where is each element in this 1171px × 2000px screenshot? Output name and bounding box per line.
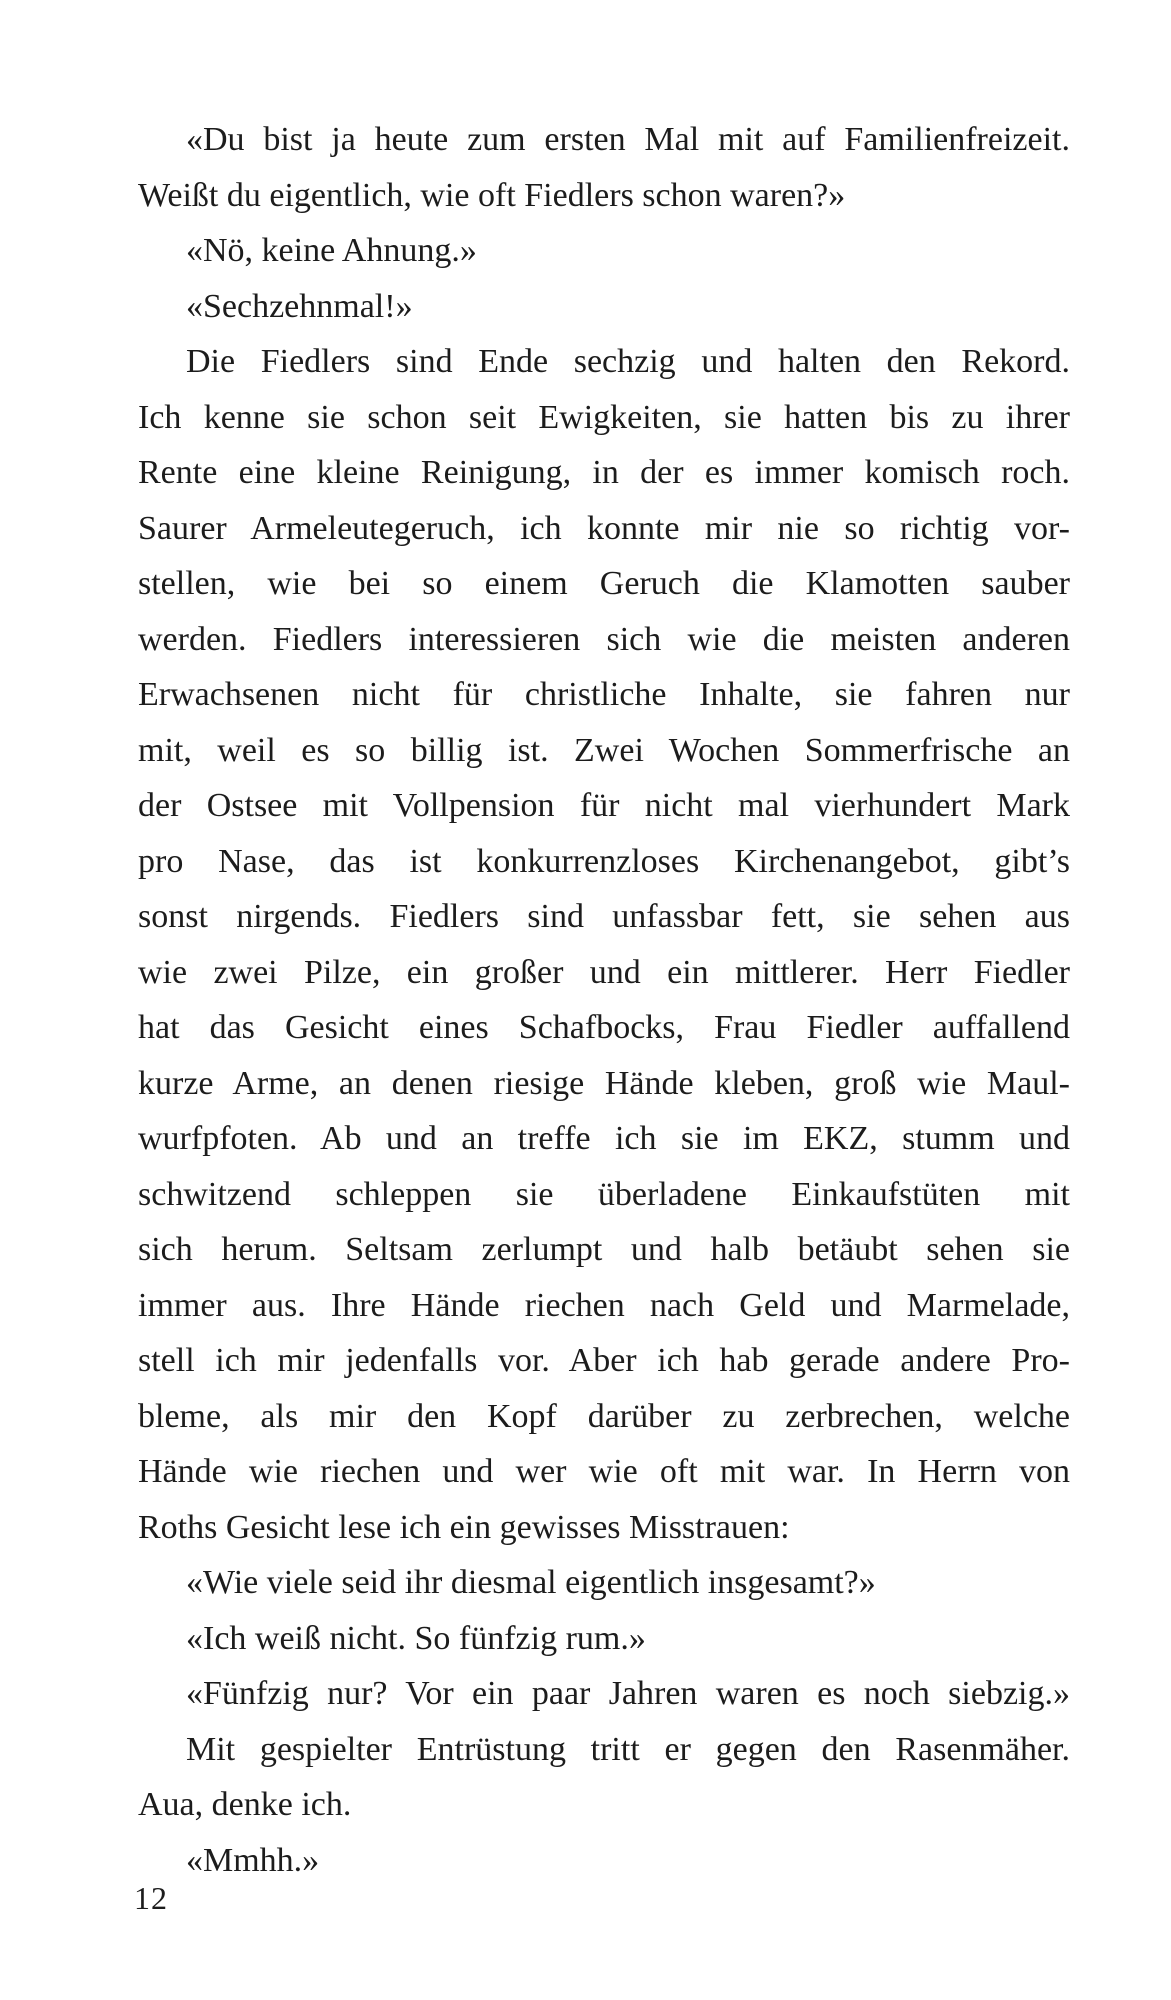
text-line: pro Nase, das ist konkurrenzloses Kirchenangebot, gibt’s [138, 842, 1070, 880]
text-line: schwitzend schleppen sie überladene Einkaufstüten mit [138, 1175, 1070, 1213]
text-line: werden. Fiedlers interessieren sich wie die meisten anderen [138, 620, 1070, 658]
text-line: Erwachsenen nicht für christliche Inhalte, sie fahren nur [138, 676, 1070, 713]
text-line: immer aus. Ihre Hände riechen nach Geld und Marmelade, [138, 1286, 1070, 1324]
text-line: «Nö, keine Ahnung.» [186, 232, 477, 269]
text-line: stell ich mir jedenfalls vor. Aber ich hab gerade andere Pro- [138, 1342, 1070, 1379]
text-line: «Wie viele seid ihr diesmal eigentlich insgesamt?» [186, 1564, 876, 1601]
text-line: «Ich weiß nicht. So fünfzig rum.» [186, 1619, 646, 1657]
text-line: Ich kenne sie schon seit Ewigkeiten, sie hatten bis zu ihrer [138, 398, 1070, 436]
text-line: bleme, als mir den Kopf darüber zu zerbrechen, welche [138, 1397, 1070, 1435]
text-line: «Sechzehnmal!» [186, 287, 413, 325]
text-line: Roths Gesicht lese ich ein gewisses Misstrauen: [138, 1508, 790, 1546]
page-number: 12 [134, 1880, 168, 1916]
text-line: Rente eine kleine Reinigung, in der es immer komisch roch. [138, 454, 1070, 491]
text-line: Saurer Armeleutegeruch, ich konnte mir nie so richtig vor- [138, 509, 1070, 547]
text-line: Weißt du eigentlich, wie oft Fiedlers schon waren?» [138, 176, 846, 214]
body-text [138, 112, 1070, 1888]
text-line: Hände wie riechen und wer wie oft mit war. In Herrn von [138, 1453, 1070, 1490]
text-line: Mit gespielter Entrüstung tritt er gegen den Rasenmäher. [186, 1730, 1070, 1768]
text-line: der Ostsee mit Vollpension für nicht mal vierhundert Mark [138, 787, 1070, 824]
text-line: sich herum. Seltsam zerlumpt und halb betäubt sehen sie [138, 1231, 1070, 1268]
text-line: kurze Arme, an denen riesige Hände kleben, groß wie Maul- [138, 1064, 1070, 1102]
text-line: «Du bist ja heute zum ersten Mal mit auf Familienfreizeit. [186, 121, 1070, 158]
text-line: Die Fiedlers sind Ende sechzig und halten den Rekord. [186, 343, 1070, 380]
text-line: mit, weil es so billig ist. Zwei Wochen Sommerfrische an [138, 731, 1070, 769]
text-line: sonst nirgends. Fiedlers sind unfassbar fett, sie sehen aus [138, 898, 1070, 935]
text-line: wurfpfoten. Ab und an treffe ich sie im EKZ, stumm und [138, 1120, 1070, 1157]
text-line: hat das Gesicht eines Schafbocks, Frau Fiedler auffallend [138, 1009, 1070, 1046]
text-line: «Fünfzig nur? Vor ein paar Jahren waren es noch siebzig.» [186, 1675, 1070, 1712]
text-line: «Mmhh.» [186, 1841, 320, 1879]
text-line: Aua, denke ich. [138, 1786, 352, 1823]
text-line: wie zwei Pilze, ein großer und ein mittlerer. Herr Fiedler [138, 953, 1070, 991]
text-line: stellen, wie bei so einem Geruch die Klamotten sauber [138, 565, 1070, 602]
